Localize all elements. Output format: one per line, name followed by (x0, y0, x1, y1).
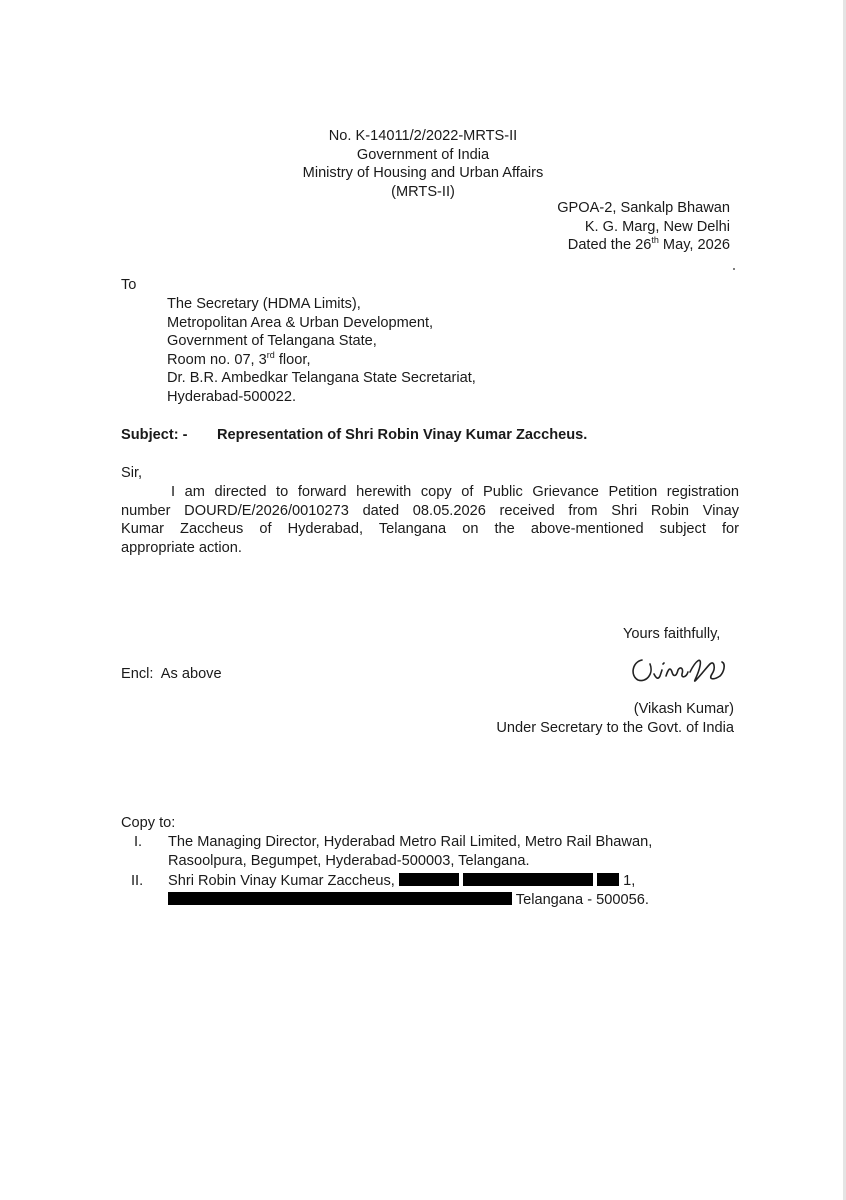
recipient-line: Government of Telangana State, (167, 333, 377, 349)
recipient-address (167, 295, 587, 406)
body-line: appropriate action. (121, 539, 242, 556)
scan-speck (733, 268, 735, 270)
copy-item (168, 833, 738, 870)
redaction-bar (168, 892, 512, 905)
copy-item (168, 872, 738, 909)
signatory-name: (Vikash Kumar) (633, 701, 734, 717)
letter-date: Dated the 26th May, 2026 (567, 235, 730, 253)
sender-address-line: K. G. Marg, New Delhi (584, 218, 730, 235)
subject-label: Subject: - (121, 427, 188, 443)
ministry-name: Ministry of Housing and Urban Affairs (302, 165, 544, 181)
enclosure-note: Encl: As above (121, 666, 222, 682)
letter-header (250, 127, 596, 201)
sender-address-line: GPOA-2, Sankalp Bhawan (557, 200, 730, 216)
body-line: Kumar Zaccheus of Hyderabad, Telangana on the above-mentioned subject for (121, 521, 739, 537)
redaction-bar (463, 873, 593, 886)
handwritten-signature (626, 650, 736, 690)
redaction-bar (597, 873, 619, 886)
file-number: No. K-14011/2/2022-MRTS-II (328, 128, 518, 144)
copy-item-line: The Managing Director, Hyderabad Metro Rail Limited, Metro Rail Bhawan, (168, 834, 653, 850)
recipient-line: Dr. B.R. Ambedkar Telangana State Secretariat, (167, 370, 476, 386)
copy-item-line: Telangana - 500056. (168, 891, 738, 910)
copy-to-label: Copy to: (121, 815, 176, 831)
salutation: Sir, (121, 465, 143, 481)
recipient-line: The Secretary (HDMA Limits), (167, 296, 361, 312)
recipient-line: Metropolitan Area & Urban Development, (167, 314, 434, 331)
to-label: To (121, 277, 137, 293)
subject-text: Representation of Shri Robin Vinay Kumar Zaccheus. (217, 427, 588, 443)
body-paragraph (121, 483, 739, 557)
signatory-designation: Under Secretary to the Govt. of India (496, 720, 734, 736)
copy-item-numeral: I. (134, 834, 143, 850)
sender-address (480, 199, 730, 255)
body-line: I am directed to forward herewith copy of Public Grievance Petition registration (171, 484, 739, 500)
recipient-line: Room no. 07, 3rd floor, (167, 349, 311, 368)
copy-item-line: Rasoolpura, Begumpet, Hyderabad-500003, Telangana. (168, 852, 530, 869)
government-name: Government of India (356, 146, 490, 163)
copy-item-numeral: II. (131, 873, 144, 889)
body-line: number DOURD/E/2026/0010273 dated 08.05.2026 received from Shri Robin Vinay (121, 502, 739, 519)
copy-item-line: Shri Robin Vinay Kumar Zaccheus, 1, (168, 873, 636, 889)
redaction-bar (399, 873, 459, 886)
recipient-line: Hyderabad-500022. (167, 388, 297, 405)
closing: Yours faithfully, (623, 626, 721, 642)
division-name: (MRTS-II) (391, 183, 455, 200)
